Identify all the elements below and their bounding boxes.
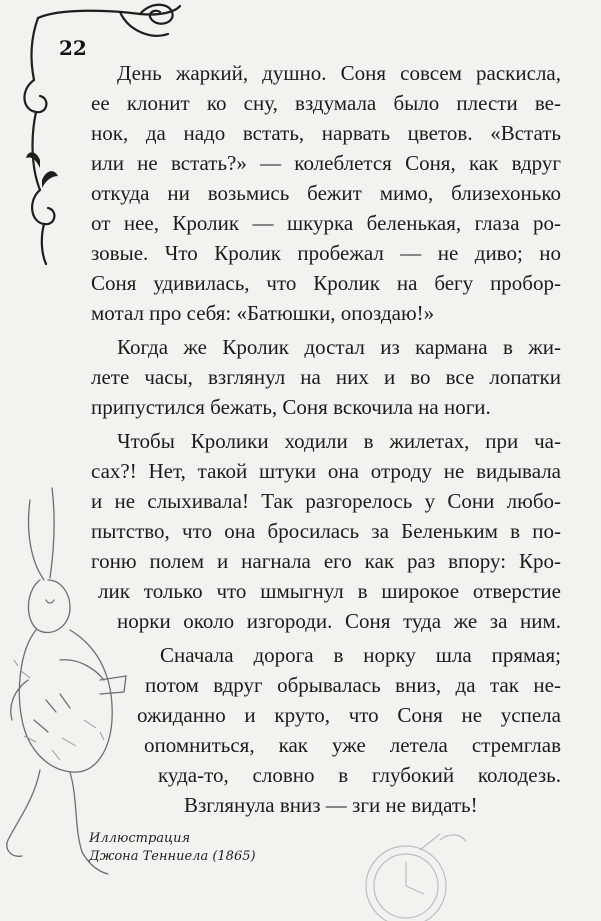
text-line: и не слыхивала! Так разгорелось у Сони любо- (91, 489, 561, 513)
text-line: припустился бежать, Соня вскочила на ноги. (91, 395, 491, 419)
text-line: пытство, что она бросилась за Беленьким в по- (91, 519, 561, 543)
text-line: Сначала дорога в норку шла прямая; (160, 643, 561, 667)
text-line: Взглянула вниз — зги не видать! (184, 793, 478, 817)
text-line: Когда же Кролик достал из кармана в жи- (117, 335, 561, 359)
text-line: потом вдруг обрывалась вниз, да так не- (145, 673, 561, 697)
text-line: гоню полем и нагнала его как раз впору: Кро- (91, 549, 561, 573)
text-line: мотал про себя: «Батюшки, опоздаю!» (91, 301, 435, 325)
text-line: Соня удивилась, что Кролик на бегу пробор- (91, 271, 561, 295)
text-line: нок, да надо встать, нарвать цветов. «Встать (91, 121, 561, 145)
text-line: опомниться, как уже летела стремглав (144, 733, 561, 757)
page-number: 22 (59, 36, 87, 60)
text-line: откуда ни возьмись бежит мимо, близехонько (91, 181, 561, 205)
white-rabbit-illustration (0, 480, 150, 880)
text-line: ожиданно и круто, что Соня не успела (137, 703, 561, 727)
text-line: Чтобы Кролики ходили в жилетах, при ча- (117, 429, 561, 453)
text-line: лете часы, взглянул на них и во все лопатки (91, 365, 561, 389)
illustration-caption-title: Иллюстрация (89, 831, 191, 846)
text-line: зовые. Что Кролик пробежал — не диво; но (91, 241, 561, 265)
text-line: норки около изгороди. Соня туда же за ним. (117, 609, 561, 633)
text-line: лик только что шмыгнул в широкое отверстие (98, 579, 561, 603)
text-line: ее клонит ко сну, вздумала было плести ве- (91, 91, 561, 115)
illustration-caption-credit: Джона Тенниела (1865) (89, 849, 256, 864)
text-line: куда-то, словно в глубокий колодезь. (158, 763, 561, 787)
text-line: сах?! Нет, такой штуки она отроду не видывала (91, 459, 561, 483)
pocket-watch-illustration (350, 820, 470, 921)
text-line: от нее, Кролик — шкурка беленькая, глаза ро- (91, 211, 561, 235)
text-line: День жаркий, душно. Соня совсем раскисла, (117, 61, 561, 85)
text-line: или не встать?» — колеблется Соня, как вдруг (91, 151, 561, 175)
